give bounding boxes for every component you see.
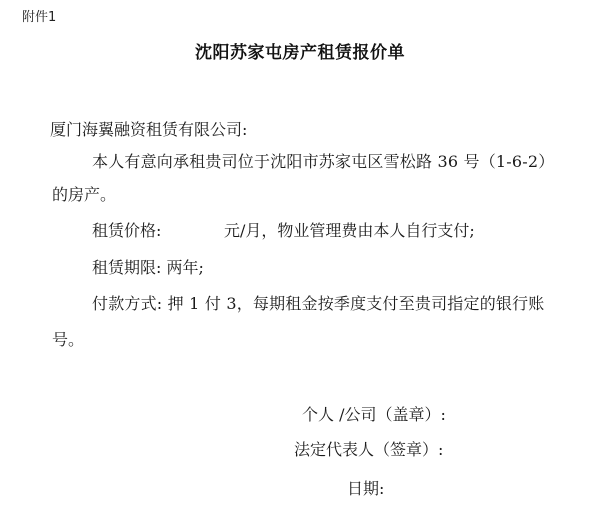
recipient-line: 厦门海翼融资租赁有限公司: (50, 120, 248, 139)
price-label: 租赁价格: (92, 221, 162, 240)
body-line-1: 本人有意向承租贵司位于沈阳市苏家屯区雪松路 36 号（1-6-2） (92, 152, 555, 171)
document-title: 沈阳苏家屯房产租赁报价单 (195, 43, 405, 63)
term-label: 租赁期限: (92, 258, 162, 277)
signature-legal-representative: 法定代表人（签章）: (294, 440, 444, 459)
term-row (92, 255, 204, 278)
payment-line-2: 号。 (52, 330, 85, 349)
body-line-2: 的房产。 (52, 185, 117, 204)
signature-date: 日期: (347, 479, 385, 498)
signature-person-company: 个人 /公司（盖章）: (302, 405, 446, 424)
price-value: 元/月，物业管理费由本人自行支付; (224, 221, 475, 240)
payment-line-1: 付款方式: 押 1 付 3，每期租金按季度支付至贵司指定的银行账 (92, 294, 545, 313)
price-row (92, 218, 475, 241)
attachment-label: 附件1 (22, 10, 57, 25)
term-value: 两年; (166, 258, 204, 277)
